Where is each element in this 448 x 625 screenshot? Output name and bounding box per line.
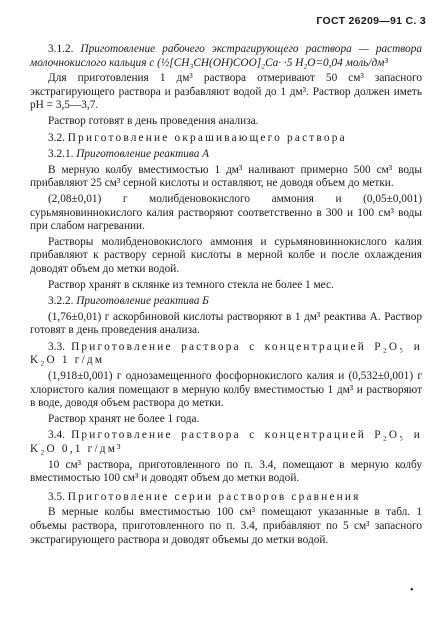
paragraph: Раствор готовят в день проведения анализа. — [48, 114, 259, 127]
section-number: 3.5. — [48, 490, 68, 503]
paragraph: (1,918±0,001) г однозамещенного фосфорнокислого калия и (0,532±0,001) г хлористого калия помещают в мерную колбу вместимостью 1 дм³ и растворяют в воде, доводя объем раствора до метки. — [30, 370, 422, 410]
paragraph: (2,08±0,01) г молибденовокислого аммония и (0,05±0,001) сурьмяновиннокислого калия растворяют соответственно в 300 и 100 см³ воды при слабом нагревании. — [30, 192, 422, 233]
section-title: Приготовление раствора с концентрацией P₂O₅ и K₂O 0,1 г/дм³ — [30, 429, 422, 456]
section-3-4 — [30, 429, 422, 456]
section-3-3 — [30, 341, 422, 368]
section-3-1-2 — [30, 43, 422, 70]
section-title: Приготовление окрашивающего раствора — [67, 131, 347, 144]
paragraph: Для приготовления 1 дм³ раствора отмеривают 50 см³ запасного экстрагирующего раствора и разбавляют водой до 1 дм³. Раствор должен иметь pH = 3,5—3,7. — [30, 72, 422, 112]
section-number: 3.2.1. — [48, 148, 77, 161]
running-head: ГОСТ 26209—91 С. 3 — [316, 15, 426, 27]
section-title: Приготовление реактива Б — [76, 295, 209, 308]
section-3-5 — [30, 491, 422, 505]
paragraph: 10 см³ раствора, приготовленного по п. 3.4, помещают в мерную колбу вместимостью 100 см³ и доводят объем до метки водой. — [30, 458, 422, 485]
paragraph: В мерные колбы вместимостью 100 см³ помещают указанные в табл. 1 объемы раствора, приготовленного по п. 3.4, прибавляют по 5 см³ запасного экстрагирующего раствора и доводят объемы до метки водой. — [30, 506, 422, 546]
section-title: Приготовление реактива А — [76, 148, 210, 161]
section-number: 3.3. — [48, 340, 72, 353]
paragraph: Растворы молибденовокислого аммония и сурьмяновиннокислого калия прибавляют к раствору серной кислоты в мерной колбе и после охлаждения доводят объем до метки водой. — [30, 235, 422, 275]
section-title: Приготовление рабочего экстрагирующего раствора — раствора молочнокислого кальция с (½[CH₃CH(OH)COO]₂Ca· ·5 H₂O=0,04 моль/дм³ — [30, 43, 422, 69]
ink-mark: • — [410, 585, 414, 596]
section-3-2-2 — [30, 295, 422, 309]
section-number: 3.2.2. — [48, 295, 77, 308]
document-body — [30, 40, 422, 549]
section-title: Приготовление серии растворов сравнения — [67, 490, 361, 503]
section-3-2-1 — [30, 148, 422, 162]
section-3-2 — [30, 132, 422, 146]
paragraph: В мерную колбу вместимостью 1 дм³ наливают примерно 500 см³ воды прибавляют 25 см³ серной кислоты и оставляют, не доводя объем до метки. — [30, 163, 422, 190]
paragraph: (1,76±0,01) г аскорбиновой кислоты растворяют в 1 дм³ реактива А. Раствор готовят в день проведения анализа. — [30, 310, 422, 337]
section-title: Приготовление раствора с концентрацией P₂O₅ и K₂O 1 г/дм — [30, 340, 422, 367]
section-number: 3.4. — [48, 429, 72, 442]
section-number: 3.2. — [48, 131, 68, 144]
paragraph: Раствор хранят в склянке из темного стекла не более 1 мес. — [48, 278, 334, 291]
paragraph: Раствор хранят не более 1 года. — [48, 412, 200, 425]
section-number: 3.1.2. — [48, 43, 81, 55]
